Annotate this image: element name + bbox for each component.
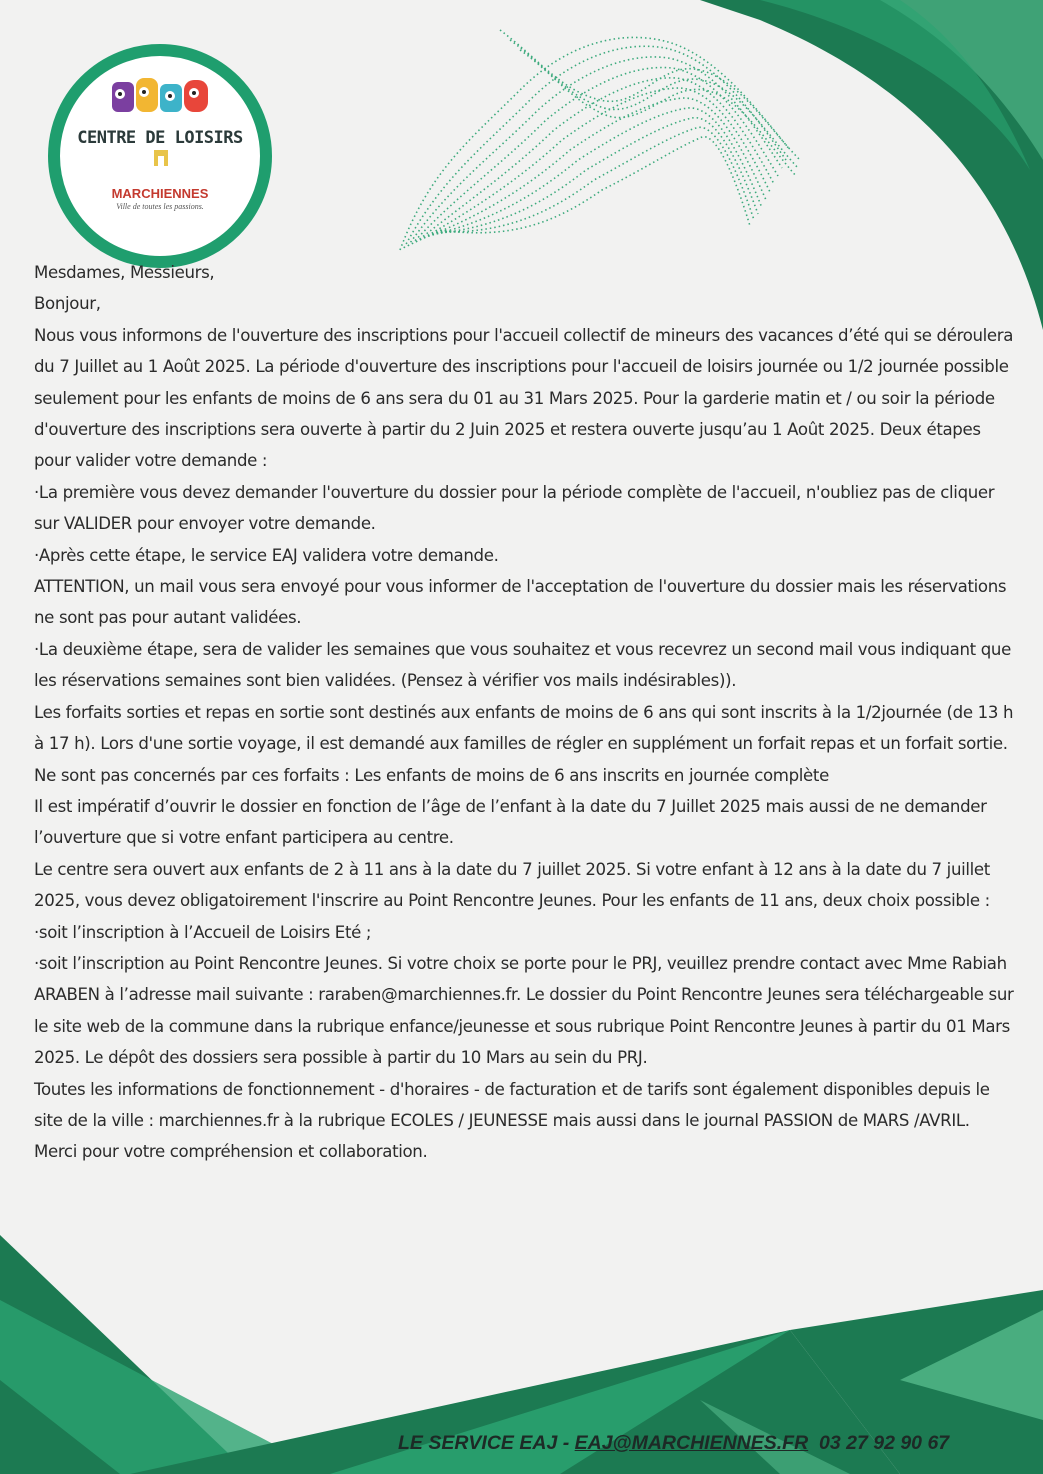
letter-paragraph: Le centre sera ouvert aux enfants de 2 à 11 ans à la date du 7 juillet 2025. Si votre enfant à 12 ans à la date du 7 juillet 2025, vous devez obligatoirement l'inscrire au Point Rencontre Jeunes. Pour les enfants de 11 ans, deux choix possible : <box>34 859 990 911</box>
footer-phone: 03 27 92 90 67 <box>819 1432 950 1454</box>
dotted-wave <box>400 30 800 250</box>
letter-paragraph: Merci pour votre compréhension et collaboration. <box>34 1142 428 1162</box>
footer-email-link[interactable]: EAJ@MARCHIENNES.FR <box>574 1432 809 1454</box>
letter-paragraph: Il est impératif d’ouvrir le dossier en fonction de l’âge de l’enfant à la date du 7 Juillet 2025 mais aussi de ne demander l’ouverture que si votre enfant participera au centre. <box>34 796 987 848</box>
letter-paragraph: Bonjour, <box>34 294 101 314</box>
letter-paragraph: ·La première vous devez demander l'ouverture du dossier pour la période complète de l'accueil, n'oubliez pas de cliquer sur VALIDER pour envoyer votre demande. <box>34 482 995 534</box>
letter-body <box>34 257 1014 1168</box>
letter-paragraph: Toutes les informations de fonctionnement - d'horaires - de facturation et de tarifs sont également disponibles depuis le site de la ville : marchiennes.fr à la rubrique ECOLES / JEUNESSE mais aussi dans le journal PASSION de MARS /AVRIL. <box>34 1079 990 1130</box>
logo-tagline: Ville de toutes les passions. <box>116 202 204 211</box>
letter-paragraph: Nous vous informons de l'ouverture des inscriptions pour l'accueil collectif de mineurs des vacances d’été qui se déroulera du 7 Juillet au 1 Août 2025. La période d'ouverture des inscriptions pour l'accueil de loisirs journée ou 1/2 journée possible seulement pour les enfants de moins de 6 ans sera du 01 au 31 Mars 2025. Pour la garderie matin et / ou soir la période d'ouverture des inscriptions sera ouverte à partir du 2 Juin 2025 et restera ouverte jusqu’au 1 Août 2025. Deux étapes pour valider votre demande : <box>34 325 1014 471</box>
footer-service: LE SERVICE EAJ - <box>398 1432 575 1454</box>
footer-contact <box>398 1432 949 1455</box>
mascots-icon <box>60 56 260 256</box>
letter-paragraph: Mesdames, Messieurs, <box>34 263 215 282</box>
letter-paragraph: ATTENTION, un mail vous sera envoyé pour vous informer de l'acceptation de l'ouverture du dossier mais les réservations ne sont pas pour autant validées. <box>34 577 1007 628</box>
letter-paragraph: ·La deuxième étape, sera de valider les semaines que vous souhaitez et vous recevrez un second mail vous indiquant que les réservations semaines sont bien validées. (Pensez à vérifier vos mails indésirables)). <box>34 639 1011 691</box>
letter-paragraph: Les forfaits sorties et repas en sortie sont destinés aux enfants de moins de 6 ans qui sont inscrits à la 1/2journée (de 13 h à 17 h). Lors d'une sortie voyage, il est demandé aux familles de régler en supplément un forfait repas et un forfait sortie. Ne sont pas concernés par ces forfaits : Les enfants de moins de 6 ans inscrits en journée complète <box>34 702 1014 785</box>
logo-town: MARCHIENNES <box>111 186 209 201</box>
letter-paragraph: ·Après cette étape, le service EAJ validera votre demande. <box>34 545 499 565</box>
letter-paragraph: ·soit l’inscription au Point Rencontre Jeunes. Si votre choix se porte pour le PRJ, veuillez prendre contact avec Mme Rabiah ARABEN à l’adresse mail suivante : raraben@marchiennes.fr. Le dossier du Point Rencontre Jeunes sera téléchargeable sur le site web de la commune dans la rubrique enfance/jeunesse et sous rubrique Point Rencontre Jeunes à partir du 01 Mars 2025. Le dépôt des dossiers sera possible à partir du 10 Mars au sein du PRJ. <box>34 953 1014 1068</box>
logo-title: CENTRE DE LOISIRS <box>77 128 243 148</box>
letter-paragraph: ·soit l’inscription à l’Accueil de Loisirs Eté ; <box>34 922 372 942</box>
centre-de-loisirs-logo <box>48 44 272 268</box>
